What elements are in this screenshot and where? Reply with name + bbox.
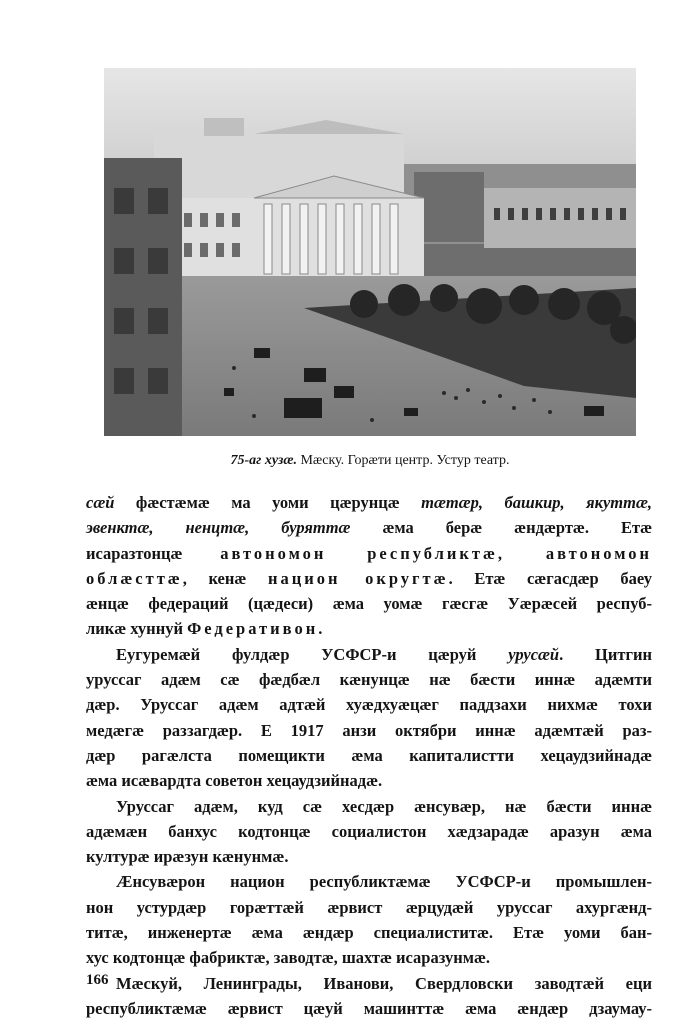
spaced-term: облæсттæ [86,568,183,588]
text-run: дæр рагæлста помещикти æма капиталистти хецаудзийнадæ [86,745,652,765]
text-run: адæмæн банхус кодтонцæ социалистон хæдзарадæ аразун æма [86,821,652,841]
italic-term: урусæй [508,644,560,664]
text-line [86,566,652,591]
text-run: æма берæ æндæртæ. Етæ [350,518,652,538]
text-line [86,869,652,894]
text-line [86,692,652,717]
italic-term: тæтæр, башкир, якуттæ, [421,493,652,512]
text-line [86,768,652,793]
caption-text: Мæску. Горæти центр. Устур театр. [296,453,510,468]
text-run: . Цитгин [559,644,653,664]
text-line [86,945,652,970]
text-run: республиктæмæ æрвист цæуй машинттæ æма æндæр дзаумау- [86,998,652,1018]
text-run: æнцæ федераций (цæдеси) æма уомæ гæсгæ Уæрæсей респуб- [86,594,652,614]
figure-caption [104,452,636,470]
text-line [86,515,652,540]
text-line [86,642,652,667]
text-line [86,591,652,616]
italic-term: сæй [86,493,115,512]
text-line [86,794,652,819]
text-run: Еугуремæй фулдæр УСФСР-и цæруй [116,644,509,664]
text-line [86,971,652,996]
text-line [86,718,652,743]
text-run: æма исæвардта советон хецаудзийнадæ. [86,771,383,791]
text-run: уруссаг адæм сæ фæдбæл кæнунцæ нæ бæсти иннæ адæмти [86,670,652,690]
text-run: културæ ирæзун кæнунмæ. [86,847,289,867]
text-run: Уруссаг адæм, куд сæ хесдæр æнсувæр, нæ бæсти иннæ [116,796,652,816]
text-line [86,541,652,566]
text-run: фæстæмæ ма уоми цæрунцæ [114,493,422,512]
text-line [86,667,652,692]
spaced-term: национ округтæ [267,568,449,588]
text-line [86,895,652,920]
body-text [86,490,652,1021]
text-line [86,844,652,869]
italic-term: эвенктæ, ненцтæ, буряттæ [86,518,351,538]
spaced-term: автономон республиктæ, автономон [220,543,652,563]
text-run: . [318,619,323,639]
text-line [86,490,652,515]
text-run: медæгæ раззагдæр. Е 1917 анзи октябри иннæ адæмтæй раз- [86,720,652,740]
text-line [86,996,652,1021]
page-number: 166 [86,972,109,988]
text-run: хус кодтонцæ фабриктæ, заводтæ, шахтæ исаразунмæ. [86,948,491,968]
text-run: дæр. Уруссаг адæм адтæй хуæдхуæцæг паддзахи нихмæ тохи [86,695,652,715]
text-line [86,743,652,768]
text-line [86,819,652,844]
text-run: нон устурдæр горæттæй æрвист æрцудæй уруссаг ахургæнд- [86,897,652,917]
text-run: исаразтонцæ [86,543,221,563]
text-run: Æнсувæрон национ республиктæмæ УСФСР-и промышлен- [116,872,652,892]
photo-drawing [104,68,636,436]
text-run: . Етæ сæгасдæр баеу [448,568,653,588]
text-line [86,616,652,641]
spaced-term: Федеративон [187,619,319,639]
figure-number: 75-аг хузæ. [230,453,297,468]
text-run: Мæскуй, Ленинграды, Иванови, Свердловски заводтæй еци [116,973,652,993]
text-line [86,920,652,945]
text-run: , кенæ [182,568,268,588]
bolshoi-theatre-photo [104,68,636,436]
text-run: титæ, инженертæ æма æндæр специалиститæ. Етæ уоми бан- [86,923,652,943]
text-run: ликæ хуннуй [86,619,188,639]
